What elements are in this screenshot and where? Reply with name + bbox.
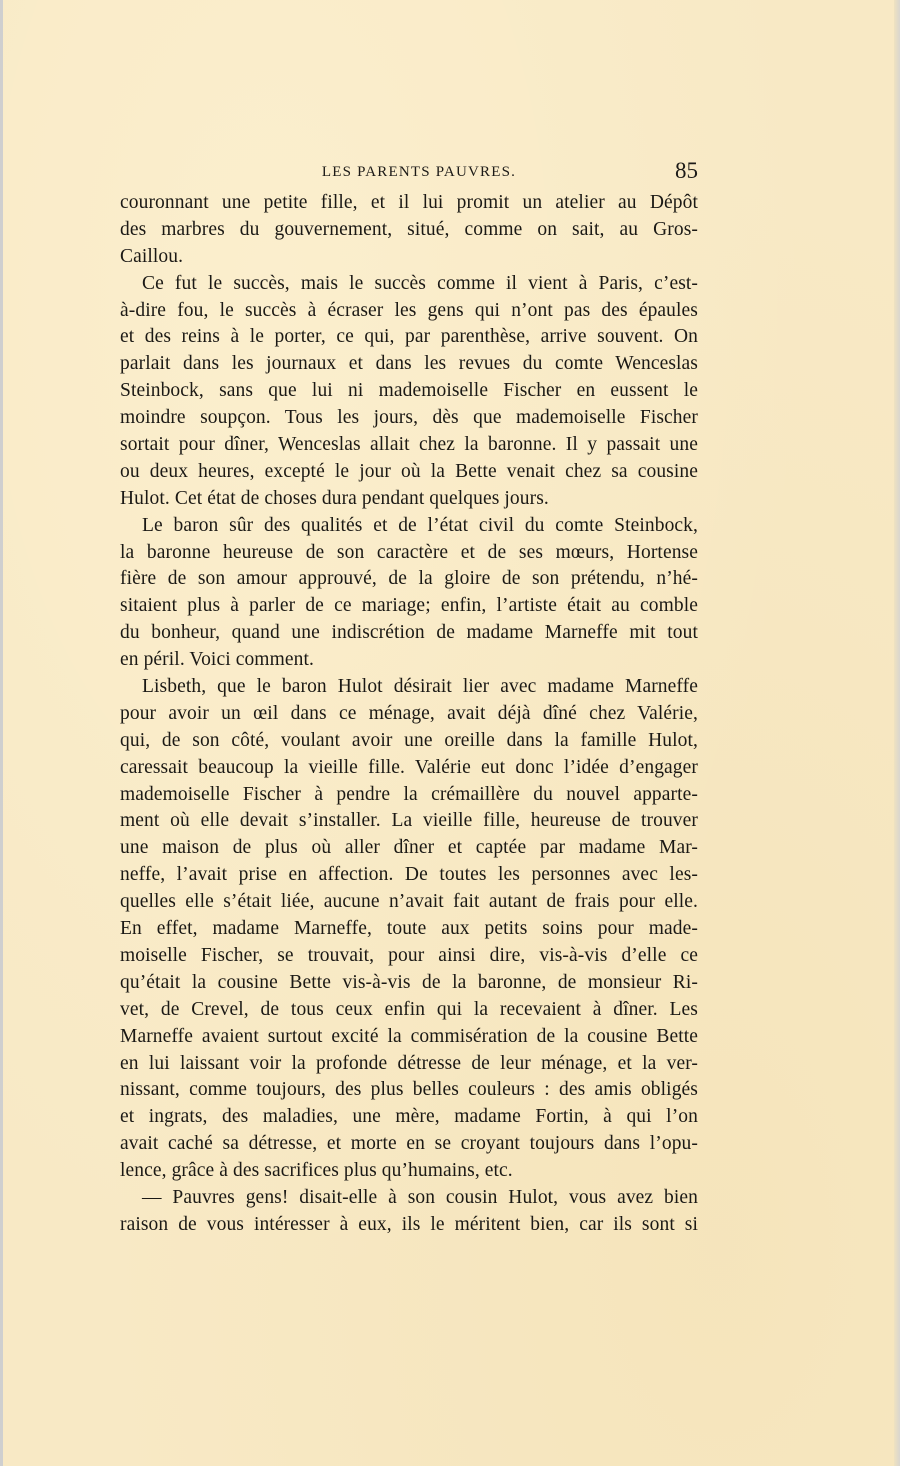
- text-line: neffe, l’avait prise en affection. De toutes les personnes avec les-: [120, 864, 698, 886]
- text-line: Hulot. Cet état de choses dura pendant quelques jours.: [120, 487, 549, 509]
- text-line: avait caché sa détresse, et morte en se croyant toujours dans l’opu-: [120, 1133, 698, 1155]
- text-line: Le baron sûr des qualités et de l’état civil du comte Steinbock,: [142, 514, 698, 536]
- paragraph: [120, 513, 698, 674]
- paragraph-dialogue: [120, 1185, 698, 1239]
- text-line: couronnant une petite fille, et il lui promit un atelier au Dépôt: [120, 192, 698, 213]
- text-line: — Pauvres gens! disait-elle à son cousin Hulot, vous avez bien: [142, 1186, 698, 1208]
- text-line: Steinbock, sans que lui ni mademoiselle Fischer en eussent le: [120, 380, 698, 402]
- text-line: ment où elle devait s’installer. La vieille fille, heureuse de trouver: [120, 810, 698, 832]
- text-line: sortait pour dîner, Wenceslas allait chez la baronne. Il y passait une: [120, 434, 698, 456]
- text-line: fière de son amour approuvé, de la gloire de son prétendu, n’hé-: [120, 568, 698, 590]
- running-title: LES PARENTS PAUVRES.: [321, 164, 517, 180]
- text-line: la baronne heureuse de son caractère et de ses mœurs, Hortense: [120, 541, 698, 563]
- scan-edge-right: [894, 0, 900, 1466]
- text-line: qu’était la cousine Bette vis-à-vis de la baronne, de monsieur Ri-: [120, 971, 698, 993]
- text-line: moindre soupçon. Tous les jours, dès que mademoiselle Fischer: [120, 407, 698, 429]
- paragraph: [120, 674, 698, 1185]
- text-line: lence, grâce à des sacrifices plus qu’humains, etc.: [120, 1160, 513, 1182]
- text-line: qui, de son côté, voulant avoir une oreille dans la famille Hulot,: [120, 729, 698, 751]
- running-head: [120, 158, 698, 188]
- text-line: Ce fut le succès, mais le succès comme il vient à Paris, c’est-: [142, 272, 698, 294]
- text-line: des marbres du gouvernement, situé, comme on sait, au Gros-: [120, 218, 698, 240]
- text-line: à-dire fou, le succès à écraser les gens qui n’ont pas des épaules: [120, 299, 698, 321]
- text-line: une maison de plus où aller dîner et captée par madame Mar-: [120, 837, 698, 859]
- paragraph: [120, 271, 698, 513]
- body-text: [120, 190, 698, 1239]
- text-line: caressait beaucoup la vieille fille. Valérie eut donc l’idée d’engager: [120, 756, 698, 778]
- text-line: sitaient plus à parler de ce mariage; enfin, l’artiste était au comble: [120, 595, 698, 617]
- text-line: quelles elle s’était liée, aucune n’avait fait autant de frais pour elle.: [120, 891, 698, 913]
- text-line: en péril. Voici comment.: [120, 649, 314, 671]
- text-line: Caillou.: [120, 245, 184, 267]
- text-line: vet, de Crevel, de tous ceux enfin qui la recevaient à dîner. Les: [120, 998, 698, 1020]
- text-line: en lui laissant voir la profonde détresse de leur ménage, et la ver-: [120, 1052, 698, 1074]
- text-line: raison de vous intéresser à eux, ils le méritent bien, car ils sont si: [120, 1213, 698, 1235]
- text-line: et des reins à le porter, ce qui, par parenthèse, arrive souvent. On: [120, 326, 698, 348]
- text-line: Marneffe avaient surtout excité la commisération de la cousine Bette: [120, 1025, 698, 1047]
- text-line: parlait dans les journaux et dans les revues du comte Wenceslas: [120, 353, 698, 375]
- text-line: nissant, comme toujours, des plus belles couleurs : des amis obligés: [120, 1079, 698, 1101]
- scan-edge-left: [0, 0, 3, 1466]
- paragraph: [120, 190, 698, 271]
- text-line: En effet, madame Marneffe, toute aux petits soins pour made-: [120, 918, 698, 940]
- text-line: pour avoir un œil dans ce ménage, avait déjà dîné chez Valérie,: [120, 702, 698, 724]
- text-line: et ingrats, des maladies, une mère, madame Fortin, à qui l’on: [120, 1106, 698, 1128]
- text-line: moiselle Fischer, se trouvait, pour ainsi dire, vis-à-vis d’elle ce: [120, 944, 698, 966]
- text-line: du bonheur, quand une indiscrétion de madame Marneffe mit tout: [120, 622, 698, 644]
- text-line: mademoiselle Fischer à pendre la crémaillère du nouvel apparte-: [120, 783, 698, 805]
- text-line: Lisbeth, que le baron Hulot désirait lier avec madame Marneffe: [142, 676, 698, 698]
- text-line: ou deux heures, excepté le jour où la Bette venait chez sa cousine: [120, 460, 698, 482]
- page-number: 85: [675, 158, 698, 183]
